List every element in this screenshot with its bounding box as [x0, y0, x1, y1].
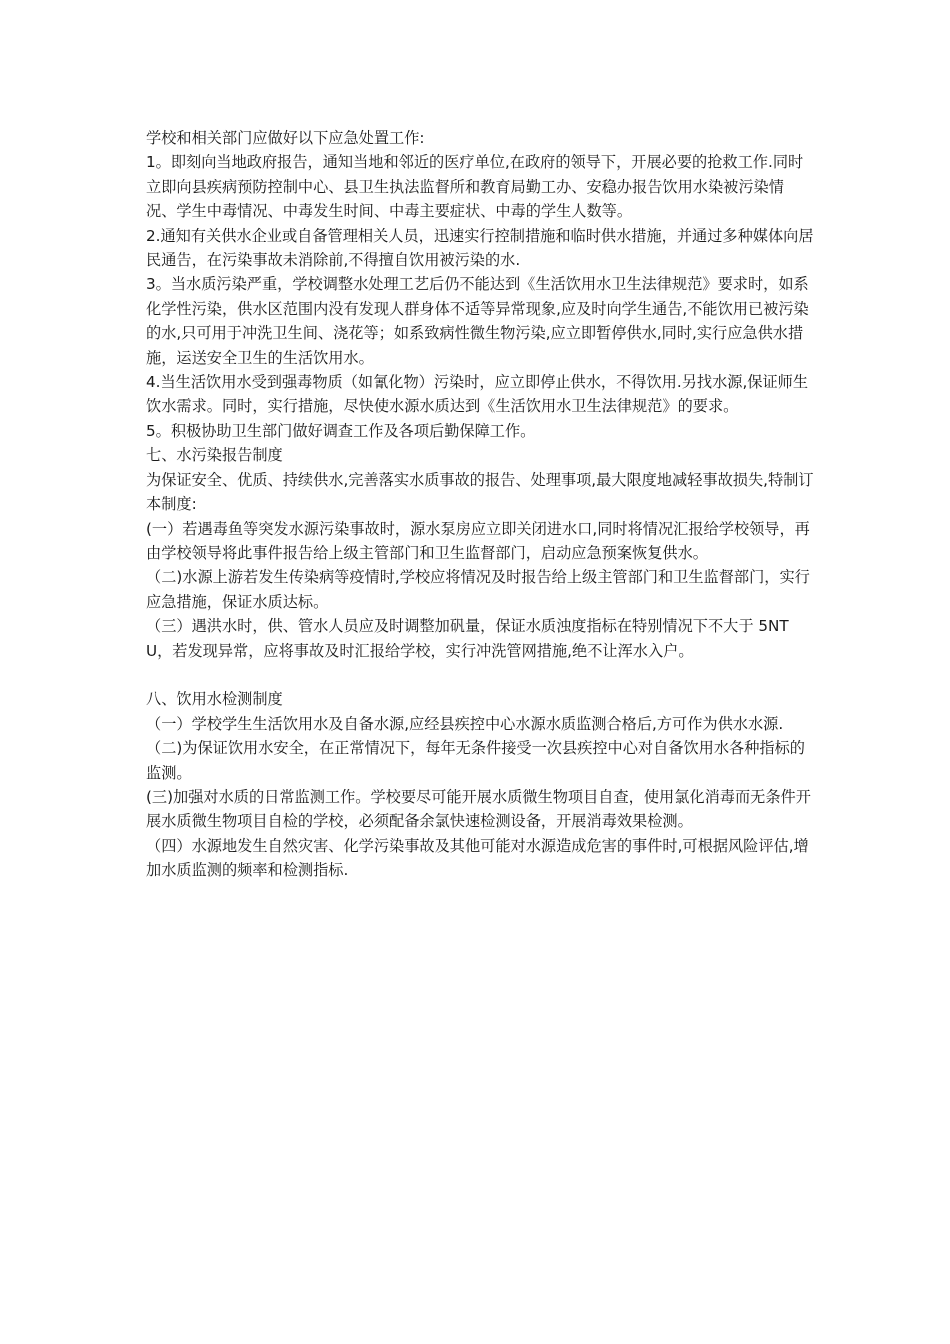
section-7-title: 七、水污染报告制度 — [146, 446, 283, 465]
section-7-item-1: (一）若遇毒鱼等突发水源污染事故时，源水泵房应立即关闭进水口,同时将情况汇报给学校领导，再由学校领导将此事件报告给上级主管部门和卫生监督部门，启动应急预案恢复供水。 — [146, 519, 810, 562]
document-page — [146, 126, 814, 883]
section-8-title: 八、饮用水检测制度 — [146, 690, 283, 709]
emergency-item-1: 1。即刻向当地政府报告，通知当地和邻近的医疗单位,在政府的领导下，开展必要的抢救工作.同时立即向县疾病预防控制中心、县卫生执法监督所和教育局勤工办、安稳办报告饮用水染被污染情况、学生中毒情况、中毒发生时间、中毒主要症状、中毒的学生人数等。 — [146, 153, 804, 221]
intro-paragraph: 学校和相关部门应做好以下应急处置工作: — [146, 129, 425, 147]
section-7-intro: 为保证安全、优质、持续供水,完善落实水质事故的报告、处理事项,最大限度地减轻事故损失,特制订本制度: — [146, 470, 814, 514]
section-8-item-1: （一）学校学生生活饮用水及自备水源,应经县疾控中心水源水质监测合格后,方可作为供水水源. — [146, 714, 784, 733]
section-7-item-3: （三）遇洪水时，供、管水人员应及时调整加矾量，保证水质浊度指标在特别情况下不大于 5NTU，若发现异常，应将事故及时汇报给学校，实行冲洗管网措施,绝不让浑水入户。 — [146, 617, 789, 660]
emergency-item-4: 4.当生活饮用水受到强毒物质（如氰化物）污染时，应立即停止供水，不得饮用.另找水源,保证师生饮水需求。同时，实行措施，尽快使水源水质达到《生活饮用水卫生法律规范》的要求。 — [146, 373, 809, 416]
section-8-item-4: （四）水源地发生自然灾害、化学污染事故及其他可能对水源造成危害的事件时,可根据风险评估,增加水质监测的频率和检测指标. — [146, 836, 809, 880]
section-8-item-2: （二)为保证饮用水安全，在正常情况下，每年无条件接受一次县疾控中心对自备饮用水各种指标的监测。 — [146, 739, 805, 782]
emergency-item-5: 5。积极协助卫生部门做好调查工作及各项后勤保障工作。 — [146, 421, 536, 440]
section-8-item-3: (三)加强对水质的日常监测工作。学校要尽可能开展水质微生物项目自查，使用氯化消毒而无条件开展水质微生物项目自检的学校，必须配备余氯快速检测设备，开展消毒效果检测。 — [146, 787, 811, 831]
section-7-item-2: （二)水源上游若发生传染病等疫情时,学校应将情况及时报告给上级主管部门和卫生监督部门，实行应急措施，保证水质达标。 — [146, 568, 810, 611]
emergency-item-3: 3。当水质污染严重，学校调整水处理工艺后仍不能达到《生活饮用水卫生法律规范》要求时，如系化学性污染，供水区范围内没有发现人群身体不适等异常现象,应及时向学生通告,不能饮用已被污染的水,只可用于冲洗卫生间、浇花等；如系致病性微生物污染,应立即暂停供水,同时,实行应急供水措施，运送安全卫生的生活饮用水。 — [146, 275, 809, 367]
emergency-item-2: 2.通知有关供水企业或自备管理相关人员，迅速实行控制措施和临时供水措施，并通过多种媒体向居民通告，在污染事故未消除前,不得擅自饮用被污染的水. — [146, 226, 814, 270]
blank-line — [146, 663, 814, 687]
